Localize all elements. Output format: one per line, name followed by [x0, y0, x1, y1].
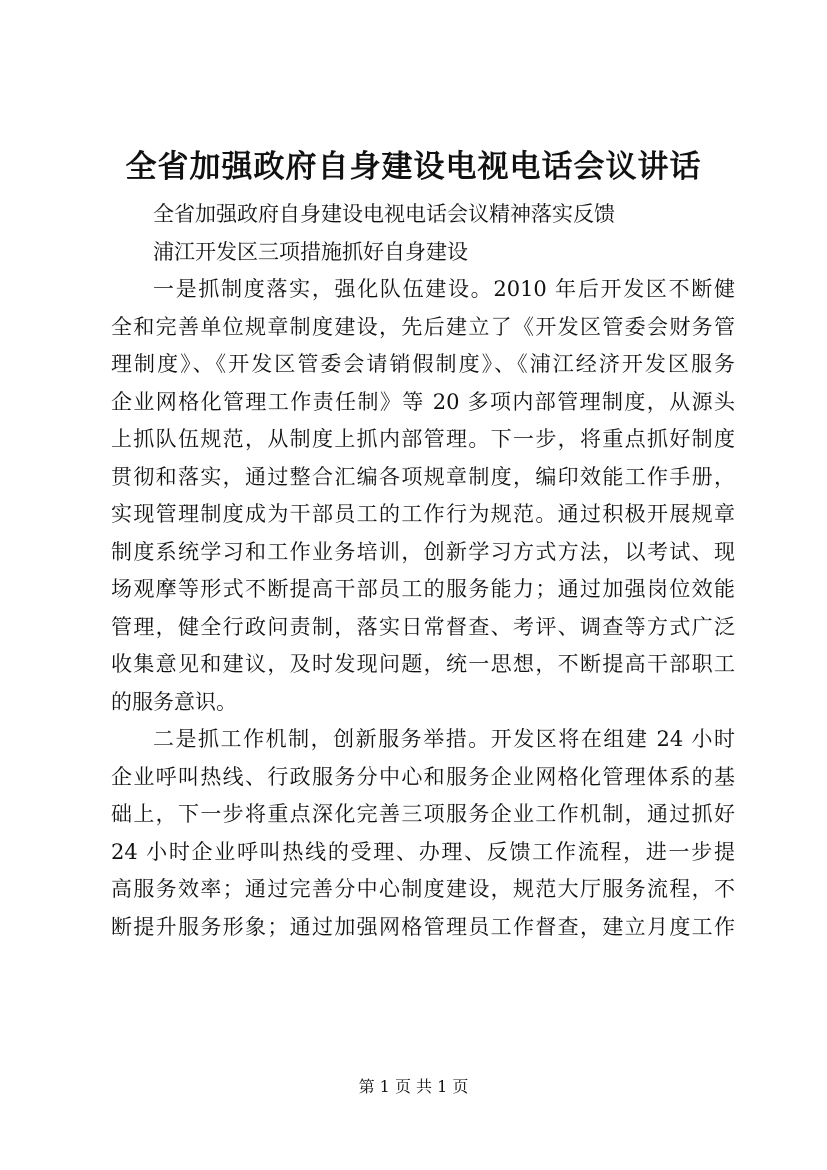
paragraph-line: 管理，健全行政问责制，落实日常督查、考评、调查等方式广泛 — [111, 614, 735, 639]
subtitle-line: 全省加强政府自身建设电视电话会议精神落实反馈 — [153, 202, 615, 226]
page-footer: 第 1 页 共 1 页 — [358, 1077, 469, 1096]
paragraph-line: 制度系统学习和工作业务培训，创新学习方式方法，以考试、现 — [111, 539, 735, 564]
subtitle-line: 浦江开发区三项措施抓好自身建设 — [153, 239, 468, 264]
paragraph-line: 贯彻和落实，通过整合汇编各项规章制度，编印效能工作手册， — [111, 464, 735, 489]
paragraph-line: 础上，下一步将重点深化完善三项服务企业工作机制，通过抓好 — [111, 802, 735, 826]
paragraph-line: 场观摩等形式不断提高干部员工的服务能力；通过加强岗位效能 — [111, 577, 735, 601]
paragraph-line: 实现管理制度成为干部员工的工作行为规范。通过积极开展规章 — [111, 502, 735, 526]
document-title: 全省加强政府自身建设电视电话会议讲话 — [125, 149, 702, 185]
paragraph-line: 上抓队伍规范，从制度上抓内部管理。下一步，将重点抓好制度 — [111, 427, 735, 451]
document-body — [111, 196, 735, 946]
paragraph-line: 收集意见和建议，及时发现问题，统一思想，不断提高干部职工 — [111, 652, 735, 676]
paragraph-line: 二是抓工作机制，创新服务举措。开发区将在组建 24 小时 — [153, 727, 735, 751]
paragraph-line: 企业网格化管理工作责任制》等 20 多项内部管理制度，从源头 — [111, 389, 735, 414]
paragraph-line: 理制度》、《开发区管委会请销假制度》、《浦江经济开发区服务 — [111, 352, 735, 376]
paragraph-line: 的服务意识。 — [111, 689, 237, 714]
paragraph-line: 一是抓制度落实，强化队伍建设。2010 年后开发区不断健 — [153, 277, 735, 301]
paragraph-line: 企业呼叫热线、行政服务分中心和服务企业网格化管理体系的基 — [111, 764, 735, 789]
paragraph-line: 高服务效率；通过完善分中心制度建设，规范大厅服务流程，不 — [111, 877, 735, 901]
paragraph-line: 全和完善单位规章制度建设，先后建立了《开发区管委会财务管 — [111, 314, 735, 339]
paragraph-line: 断提升服务形象；通过加强网格管理员工作督查，建立月度工作 — [111, 914, 735, 939]
paragraph-line: 24 小时企业呼叫热线的受理、办理、反馈工作流程，进一步提 — [111, 839, 735, 864]
